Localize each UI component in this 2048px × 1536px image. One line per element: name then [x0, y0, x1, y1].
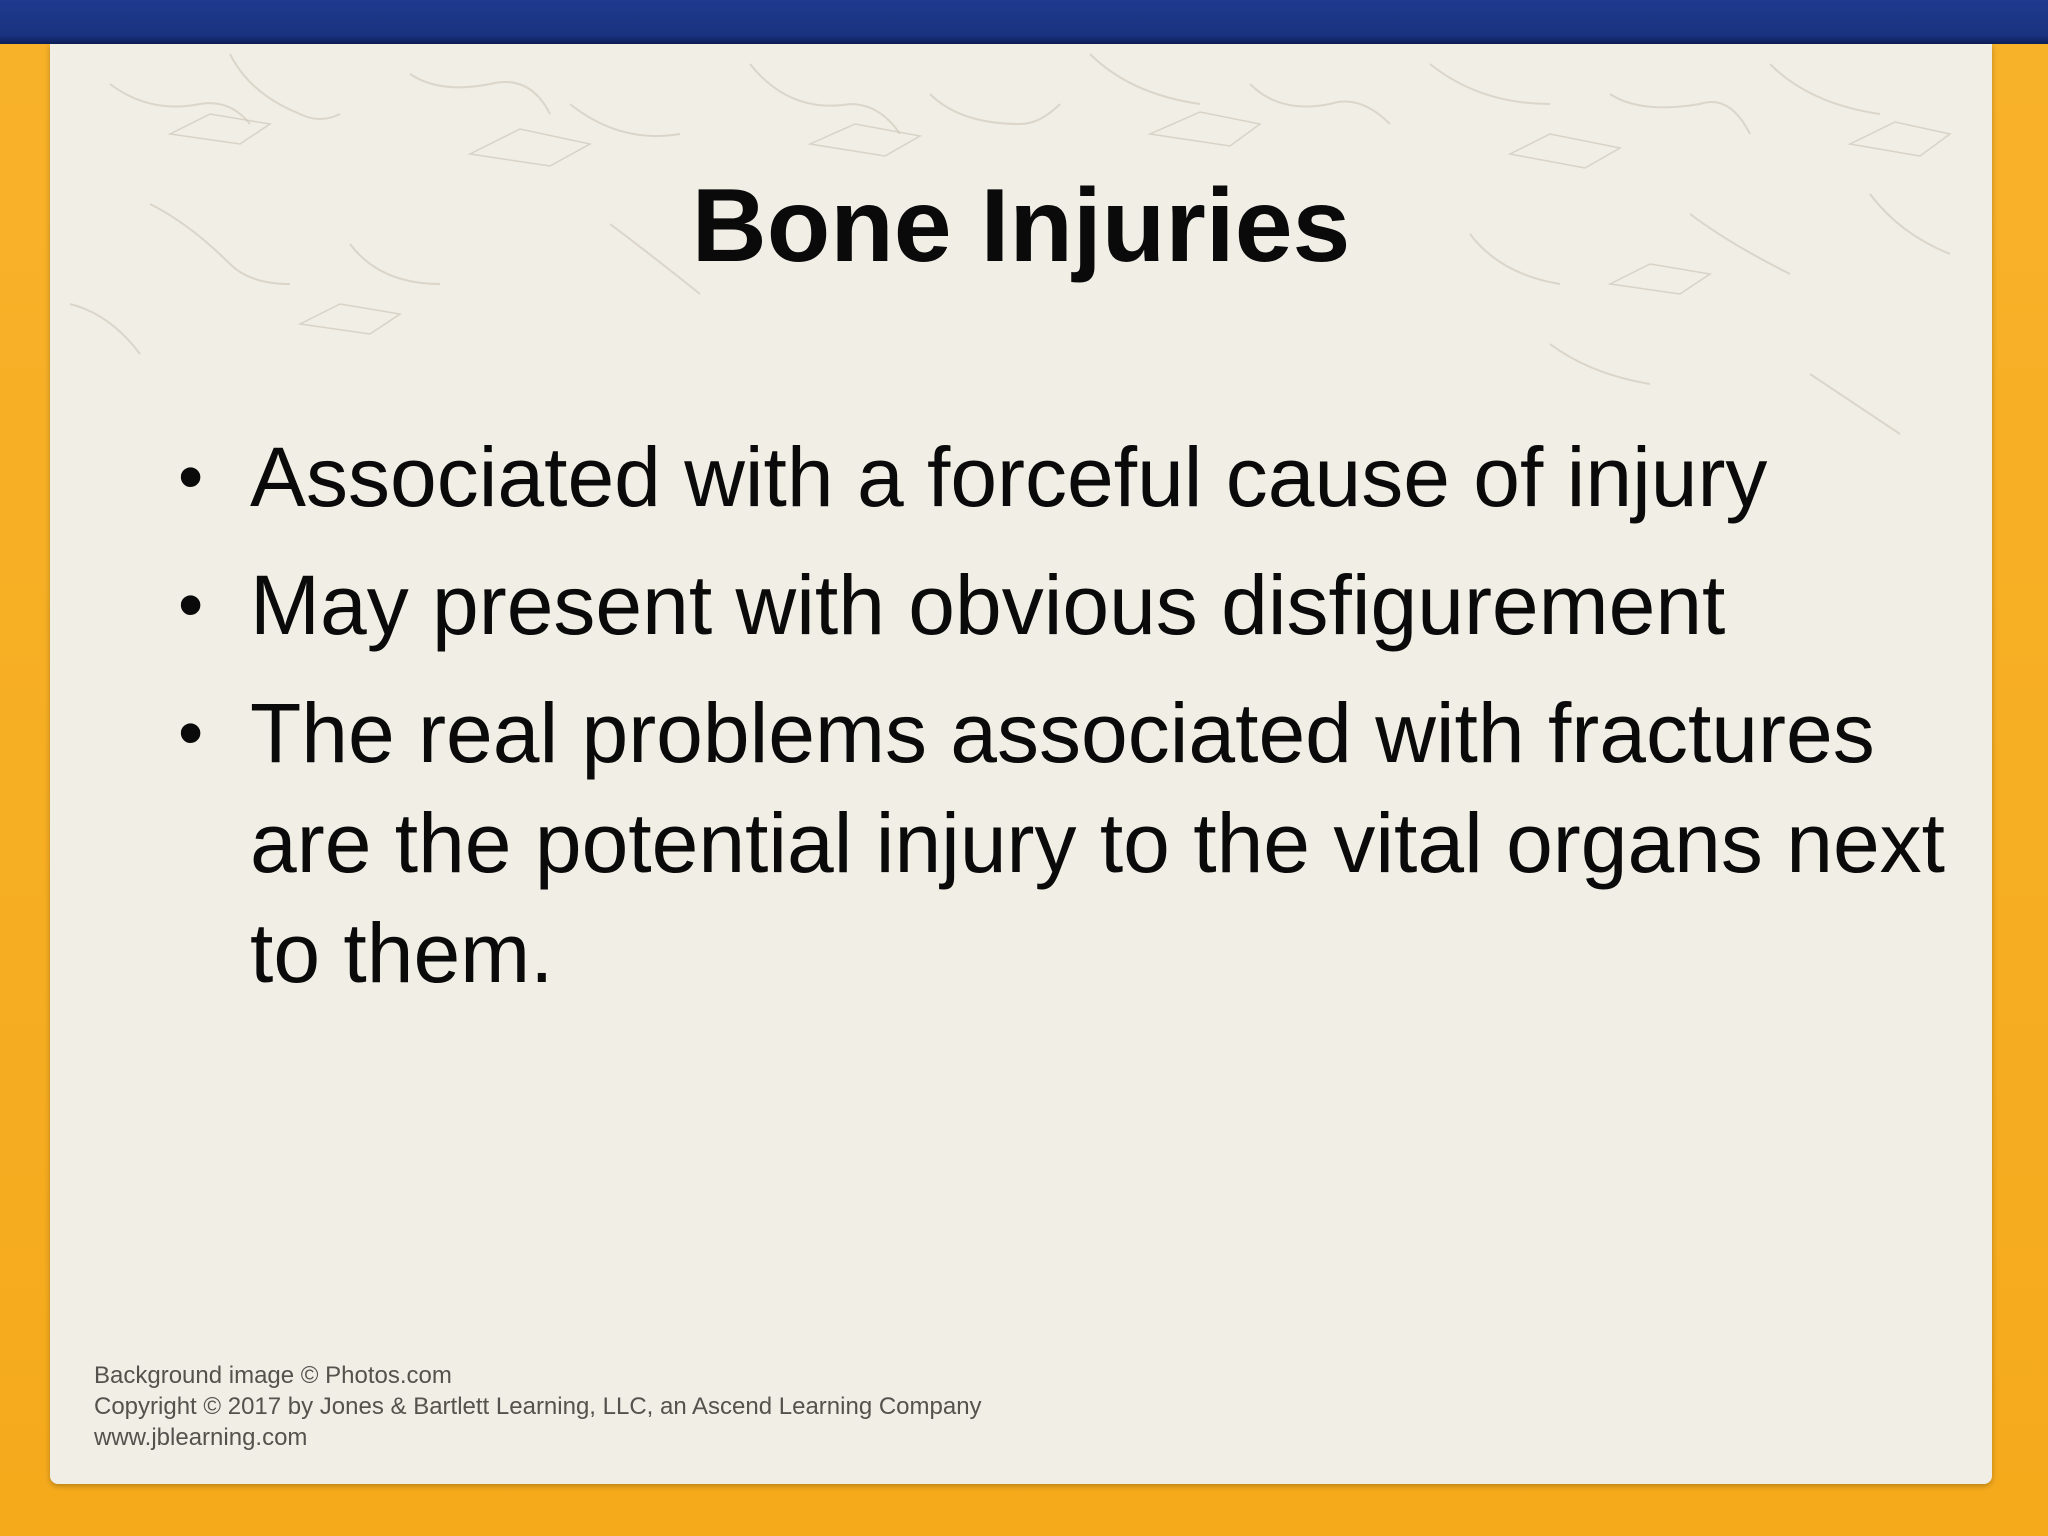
bullet-text: The real problems associated with fractures are the potential injury to the vital organs next to them.	[250, 686, 1946, 1000]
content-panel	[50, 44, 1992, 1484]
bullet-item	[122, 678, 1962, 1008]
bullet-marker: •	[178, 565, 204, 645]
bullet-list	[122, 422, 1962, 1026]
credit-copyright: Copyright © 2017 by Jones & Bartlett Learning, LLC, an Ascend Learning Company	[94, 1393, 982, 1420]
bullet-text: Associated with a forceful cause of injury	[250, 430, 1768, 524]
bullet-marker: •	[178, 437, 204, 517]
bullet-item	[122, 422, 1962, 532]
bullet-item	[122, 550, 1962, 660]
copyright-credits	[94, 1360, 982, 1453]
credit-website: www.jblearning.com	[94, 1424, 308, 1451]
credit-background-image: Background image © Photos.com	[94, 1362, 452, 1389]
bullet-marker: •	[178, 693, 204, 773]
bullet-text: May present with obvious disfigurement	[250, 558, 1726, 652]
top-bar	[0, 0, 2048, 44]
slide-title: Bone Injuries	[691, 168, 1351, 284]
